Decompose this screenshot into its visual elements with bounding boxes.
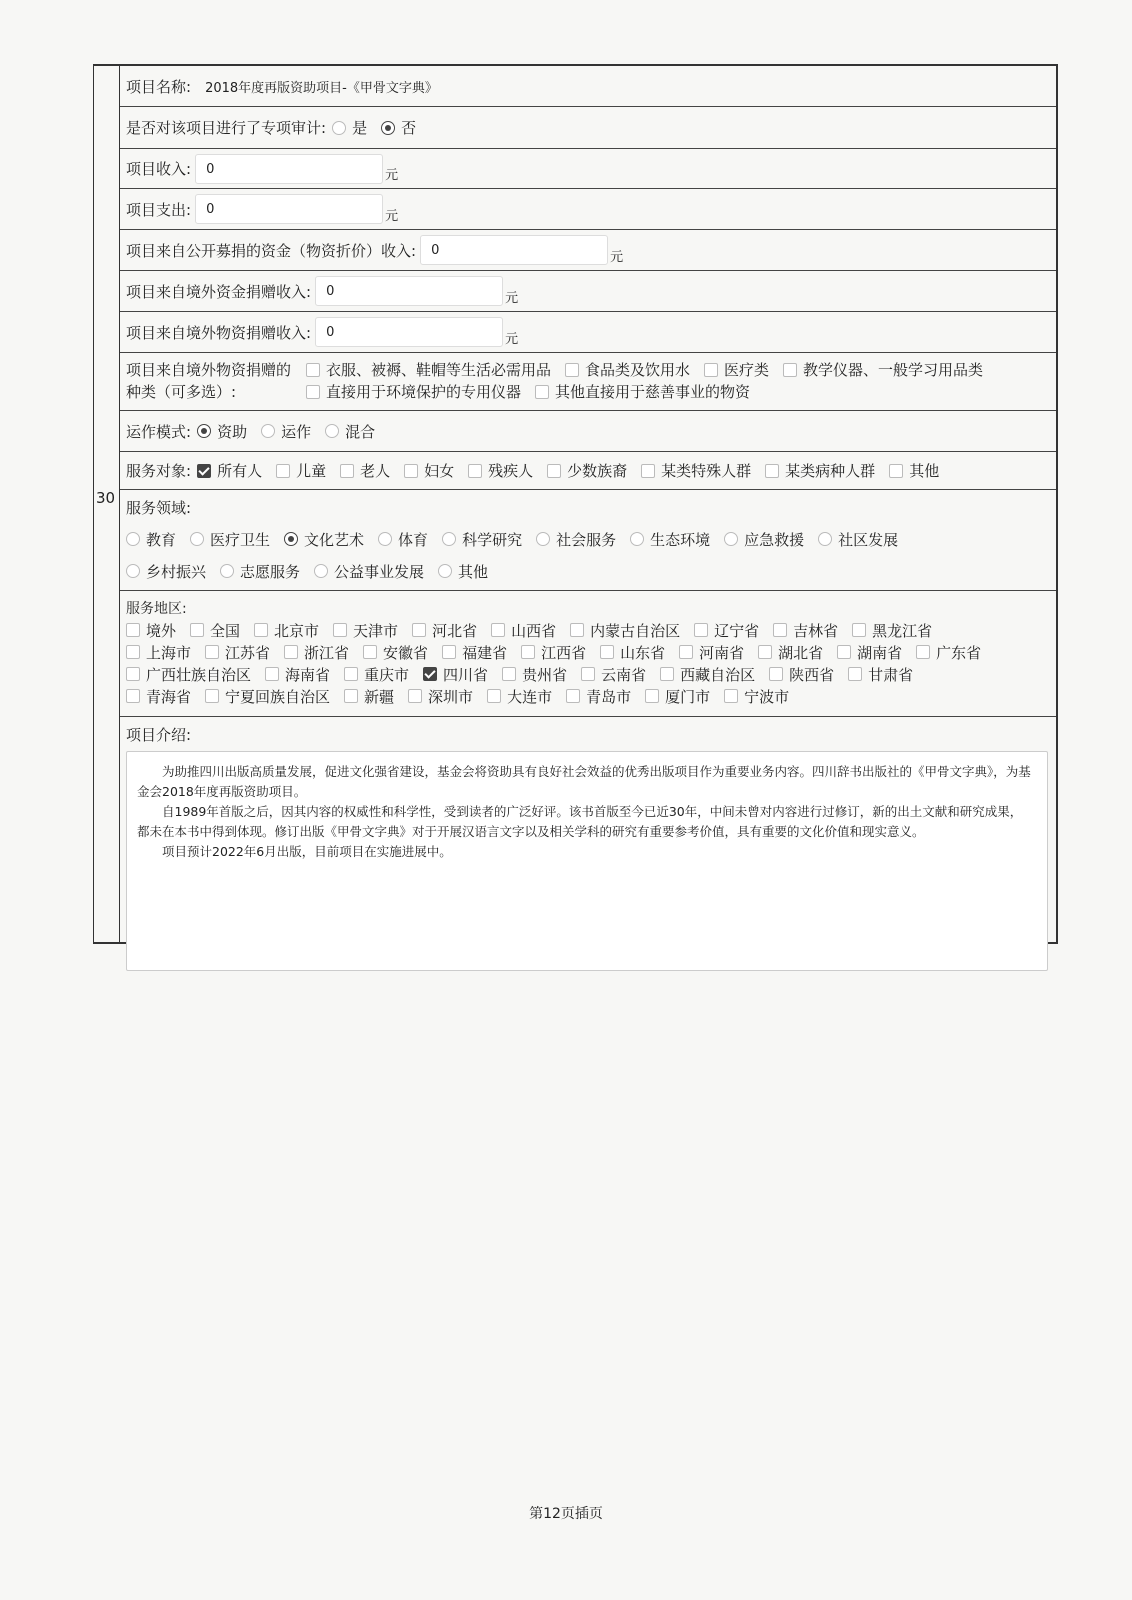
field-radio[interactable] — [630, 532, 644, 546]
income-input[interactable]: 0 — [195, 154, 383, 184]
target-checkbox[interactable] — [404, 464, 418, 478]
expense-row — [120, 189, 1056, 230]
goods-types-row — [120, 353, 1056, 411]
form-rows — [120, 66, 1058, 942]
field-radio[interactable] — [378, 532, 392, 546]
goods-type-checkbox[interactable] — [704, 363, 718, 377]
goods-type-option[interactable]: 教学仪器、一般学习用品类 — [783, 359, 983, 381]
project-name-row — [120, 66, 1056, 107]
region-checkbox[interactable] — [694, 623, 708, 637]
field-option[interactable]: 科学研究 — [442, 529, 522, 550]
field-radio[interactable] — [724, 532, 738, 546]
goods-type-checkbox[interactable] — [535, 385, 549, 399]
field-option[interactable]: 志愿服务 — [220, 561, 300, 582]
region-option[interactable]: 重庆市 — [344, 664, 409, 685]
region-checkbox[interactable] — [254, 623, 268, 637]
intro-textarea[interactable] — [126, 751, 1048, 971]
mode-radio[interactable] — [261, 424, 275, 438]
regions-label: 服务地区: — [126, 601, 187, 617]
field-option[interactable]: 生态环境 — [630, 529, 710, 550]
goods-type-option[interactable]: 衣服、被褥、鞋帽等生活必需用品 — [306, 359, 551, 381]
field-option[interactable]: 社会服务 — [536, 529, 616, 550]
foreign-goods-unit: 元 — [505, 331, 519, 347]
region-option[interactable]: 广西壮族自治区 — [126, 664, 251, 685]
mode-option-operation[interactable]: 运作 — [261, 421, 311, 442]
region-option[interactable]: 新疆 — [344, 686, 394, 707]
region-option[interactable]: 北京市 — [254, 620, 319, 641]
region-option[interactable]: 吉林省 — [773, 620, 838, 641]
goods-type-checkbox[interactable] — [306, 363, 320, 377]
region-option[interactable]: 境外 — [126, 620, 176, 641]
region-checkbox[interactable] — [333, 623, 347, 637]
fields-row — [120, 490, 1056, 591]
region-checkbox[interactable] — [126, 667, 140, 681]
audit-row — [120, 107, 1056, 149]
expense-input[interactable]: 0 — [195, 194, 383, 224]
goods-types-label: 项目来自境外物资捐赠的 种类（可多选）: — [126, 361, 292, 401]
mode-radio[interactable] — [325, 424, 339, 438]
goods-type-option[interactable]: 医疗类 — [704, 359, 769, 381]
region-option[interactable]: 全国 — [190, 620, 240, 641]
goods-type-option[interactable]: 食品类及饮用水 — [565, 359, 690, 381]
intro-paragraph: 项目预计2022年6月出版，目前项目在实施进展中。 — [162, 844, 452, 859]
region-option[interactable]: 青海省 — [126, 686, 191, 707]
goods-type-option[interactable]: 直接用于环境保护的专用仪器 — [306, 381, 521, 403]
region-option[interactable]: 深圳市 — [408, 686, 473, 707]
intro-paragraph: 自1989年首版之后，因其内容的权威性和科学性，受到读者的广泛好评。该书首版至今已近30年，中间未曾对内容进行过修订，新的出土文献和研究成果，都未在本书中得到体现。修订出版《甲骨文字典》对于开展汉语言文字以及相关学科的研究有重要参考价值，具有重要的文化价值和现实意义。 — [137, 804, 1023, 839]
region-checkbox[interactable] — [126, 689, 140, 703]
region-checkbox[interactable] — [205, 645, 219, 659]
target-checkbox[interactable] — [641, 464, 655, 478]
field-radio[interactable] — [442, 532, 456, 546]
region-option[interactable]: 宁夏回族自治区 — [205, 686, 330, 707]
region-checkbox[interactable] — [423, 667, 437, 681]
region-checkbox[interactable] — [502, 667, 516, 681]
field-radio[interactable] — [314, 564, 328, 578]
region-option[interactable]: 湖北省 — [758, 642, 823, 663]
mode-option-funding[interactable]: 资助 — [197, 421, 247, 442]
region-option[interactable]: 浙江省 — [284, 642, 349, 663]
field-option[interactable]: 医疗卫生 — [190, 529, 270, 550]
expense-unit: 元 — [385, 208, 399, 224]
public-fund-row — [120, 230, 1056, 271]
foreign-goods-row — [120, 312, 1056, 353]
field-option[interactable]: 乡村振兴 — [126, 561, 206, 582]
goods-type-checkbox[interactable] — [565, 363, 579, 377]
project-name-value: 2018年度再版资助项目-《甲骨文字典》 — [205, 80, 438, 96]
fields-label: 服务领域: — [126, 498, 192, 517]
target-option[interactable]: 儿童 — [276, 460, 326, 481]
region-option[interactable]: 大连市 — [487, 686, 552, 707]
region-option-sichuan[interactable]: 四川省 — [423, 664, 488, 685]
region-checkbox[interactable] — [344, 667, 358, 681]
region-checkbox[interactable] — [570, 623, 584, 637]
targets-row — [120, 452, 1056, 490]
foreign-goods-label: 项目来自境外物资捐赠收入: — [126, 323, 312, 342]
audit-yes-option[interactable]: 是 — [332, 117, 367, 138]
region-option[interactable]: 江西省 — [521, 642, 586, 663]
goods-type-option[interactable]: 其他直接用于慈善事业的物资 — [535, 381, 750, 403]
region-checkbox[interactable] — [773, 623, 787, 637]
region-checkbox[interactable] — [645, 689, 659, 703]
income-row — [120, 149, 1056, 189]
mode-label: 运作模式: — [126, 422, 192, 441]
region-checkbox[interactable] — [769, 667, 783, 681]
regions-row — [120, 591, 1056, 717]
region-option[interactable]: 宁波市 — [724, 686, 789, 707]
region-checkbox[interactable] — [724, 689, 738, 703]
field-radio[interactable] — [126, 532, 140, 546]
region-option[interactable]: 西藏自治区 — [660, 664, 755, 685]
region-checkbox[interactable] — [852, 623, 866, 637]
region-option[interactable]: 海南省 — [265, 664, 330, 685]
project-form — [93, 64, 1058, 944]
region-checkbox[interactable] — [265, 667, 279, 681]
region-option[interactable]: 云南省 — [581, 664, 646, 685]
target-option[interactable]: 某类特殊人群 — [641, 460, 751, 481]
region-checkbox[interactable] — [284, 645, 298, 659]
region-checkbox[interactable] — [491, 623, 505, 637]
region-checkbox[interactable] — [521, 645, 535, 659]
field-radio[interactable] — [438, 564, 452, 578]
region-checkbox[interactable] — [408, 689, 422, 703]
region-checkbox[interactable] — [363, 645, 377, 659]
region-option[interactable]: 山西省 — [491, 620, 556, 641]
row-number: 30 — [96, 489, 116, 507]
foreign-fund-unit: 元 — [505, 290, 519, 306]
intro-paragraph: 为助推四川出版高质量发展，促进文化强省建设，基金会将资助具有良好社会效益的优秀出版项目作为重要业务内容。四川辞书出版社的《甲骨文字典》，为基金会2018年度再版资助项目。 — [137, 764, 1031, 799]
field-option[interactable]: 公益事业发展 — [314, 561, 424, 582]
region-checkbox[interactable] — [566, 689, 580, 703]
public-fund-unit: 元 — [610, 249, 624, 265]
target-option[interactable]: 少数族裔 — [547, 460, 627, 481]
field-radio[interactable] — [284, 532, 298, 546]
region-checkbox[interactable] — [679, 645, 693, 659]
region-checkbox[interactable] — [660, 667, 674, 681]
field-radio[interactable] — [818, 532, 832, 546]
field-option[interactable]: 体育 — [378, 529, 428, 550]
target-checkbox[interactable] — [547, 464, 561, 478]
target-option[interactable]: 其他 — [889, 460, 939, 481]
region-option[interactable]: 福建省 — [442, 642, 507, 663]
region-option[interactable]: 内蒙古自治区 — [570, 620, 680, 641]
region-option[interactable]: 安徽省 — [363, 642, 428, 663]
field-radio[interactable] — [126, 564, 140, 578]
region-checkbox[interactable] — [837, 645, 851, 659]
mode-row — [120, 411, 1056, 452]
expense-label: 项目支出: — [126, 200, 192, 219]
region-option[interactable]: 河北省 — [412, 620, 477, 641]
foreign-goods-input[interactable]: 0 — [315, 317, 503, 347]
region-option[interactable]: 贵州省 — [502, 664, 567, 685]
audit-no-radio[interactable] — [381, 121, 395, 135]
target-checkbox[interactable] — [197, 464, 211, 478]
income-label: 项目收入: — [126, 160, 192, 178]
region-checkbox[interactable] — [205, 689, 219, 703]
intro-label: 项目介绍: — [126, 725, 192, 744]
audit-yes-radio[interactable] — [332, 121, 346, 135]
goods-type-checkbox[interactable] — [306, 385, 320, 399]
goods-type-checkbox[interactable] — [783, 363, 797, 377]
region-checkbox[interactable] — [344, 689, 358, 703]
page-footer: 第12页插页 — [529, 1506, 603, 1522]
field-radio[interactable] — [536, 532, 550, 546]
public-fund-input[interactable]: 0 — [420, 235, 608, 265]
region-checkbox[interactable] — [126, 623, 140, 637]
field-option[interactable]: 其他 — [438, 561, 488, 582]
audit-label: 是否对该项目进行了专项审计: — [126, 119, 327, 137]
project-name-label: 项目名称: — [126, 77, 192, 96]
mode-radio[interactable] — [197, 424, 211, 438]
region-option[interactable]: 广东省 — [916, 642, 981, 663]
region-option[interactable]: 山东省 — [600, 642, 665, 663]
intro-row — [120, 717, 1056, 960]
foreign-fund-label: 项目来自境外资金捐赠收入: — [126, 282, 312, 301]
region-checkbox[interactable] — [581, 667, 595, 681]
mode-option-mixed[interactable]: 混合 — [325, 421, 375, 442]
target-option[interactable]: 所有人 — [197, 460, 262, 481]
target-checkbox[interactable] — [276, 464, 290, 478]
row-number-column — [94, 66, 120, 942]
region-option[interactable]: 江苏省 — [205, 642, 270, 663]
region-option[interactable]: 青岛市 — [566, 686, 631, 707]
region-option[interactable]: 甘肃省 — [848, 664, 913, 685]
region-option[interactable]: 黑龙江省 — [852, 620, 932, 641]
target-checkbox[interactable] — [765, 464, 779, 478]
region-option[interactable]: 湖南省 — [837, 642, 902, 663]
region-checkbox[interactable] — [848, 667, 862, 681]
region-checkbox[interactable] — [600, 645, 614, 659]
target-option[interactable]: 残疾人 — [468, 460, 533, 481]
region-checkbox[interactable] — [758, 645, 772, 659]
target-checkbox[interactable] — [468, 464, 482, 478]
region-option[interactable]: 河南省 — [679, 642, 744, 663]
region-option[interactable]: 上海市 — [126, 642, 191, 663]
target-option[interactable]: 妇女 — [404, 460, 454, 481]
target-option[interactable]: 某类病种人群 — [765, 460, 875, 481]
targets-label: 服务对象: — [126, 462, 192, 480]
foreign-fund-input[interactable]: 0 — [315, 276, 503, 306]
region-option[interactable]: 厦门市 — [645, 686, 710, 707]
region-checkbox[interactable] — [916, 645, 930, 659]
region-checkbox[interactable] — [412, 623, 426, 637]
region-checkbox[interactable] — [442, 645, 456, 659]
target-checkbox[interactable] — [889, 464, 903, 478]
income-unit: 元 — [385, 168, 399, 183]
field-option[interactable]: 社区发展 — [818, 529, 898, 550]
goods-types-options — [306, 359, 997, 403]
region-checkbox[interactable] — [190, 623, 204, 637]
target-checkbox[interactable] — [340, 464, 354, 478]
region-checkbox[interactable] — [487, 689, 501, 703]
audit-no-option[interactable]: 否 — [381, 117, 416, 138]
foreign-fund-row — [120, 271, 1056, 312]
region-option[interactable]: 辽宁省 — [694, 620, 759, 641]
region-option[interactable]: 天津市 — [333, 620, 398, 641]
field-radio[interactable] — [220, 564, 234, 578]
target-option[interactable]: 老人 — [340, 460, 390, 481]
field-option[interactable]: 应急救援 — [724, 529, 804, 550]
field-option[interactable]: 文化艺术 — [284, 529, 364, 550]
field-radio[interactable] — [190, 532, 204, 546]
field-option[interactable]: 教育 — [126, 529, 176, 550]
region-checkbox[interactable] — [126, 645, 140, 659]
public-fund-label: 项目来自公开募捐的资金（物资折价）收入: — [126, 241, 417, 260]
region-option[interactable]: 陕西省 — [769, 664, 834, 685]
